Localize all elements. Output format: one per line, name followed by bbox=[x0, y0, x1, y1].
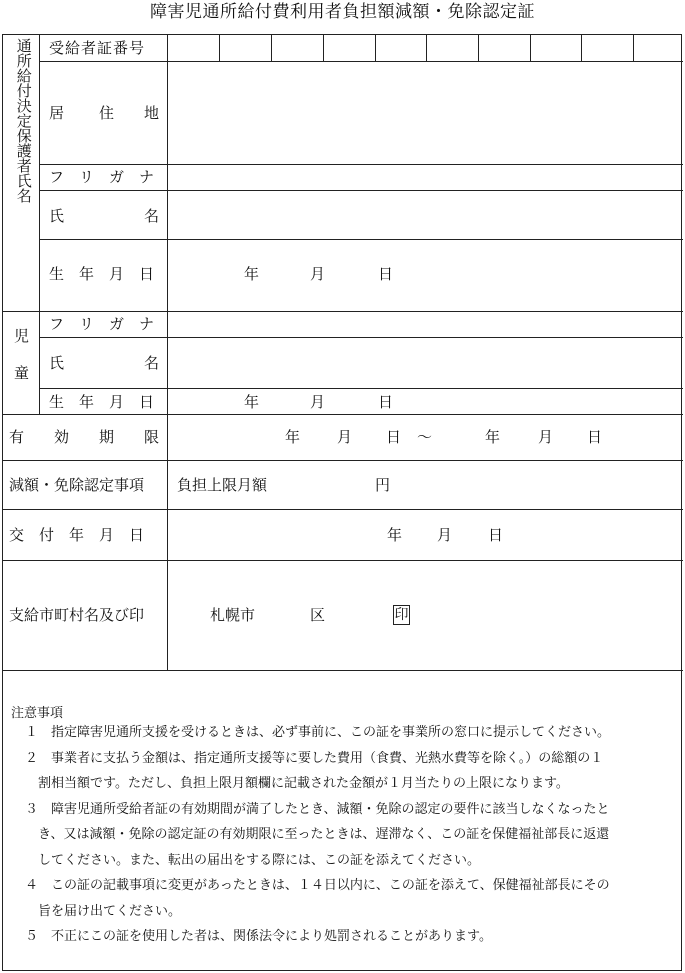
child-birth-day: 日 bbox=[378, 393, 394, 411]
digit-box-divider bbox=[271, 35, 272, 61]
certificate-form bbox=[2, 34, 682, 971]
guardian-furigana-label: フ リ ガ ナ bbox=[49, 168, 155, 186]
row-divider bbox=[39, 337, 683, 338]
issue-day: 日 bbox=[488, 526, 504, 544]
child-section-heading: 児童 bbox=[12, 328, 30, 402]
burden-limit-label: 負担上限月額 bbox=[177, 476, 268, 494]
column-divider bbox=[39, 35, 40, 414]
child-furigana-label: フ リ ガ ナ bbox=[49, 315, 155, 333]
guardian-name-label-char: 名 bbox=[144, 207, 160, 225]
ward-label: 区 bbox=[310, 606, 326, 624]
digit-box-divider bbox=[581, 35, 582, 61]
digit-box-divider bbox=[323, 35, 324, 61]
row-divider bbox=[39, 164, 683, 165]
issue-month: 月 bbox=[437, 526, 453, 544]
digit-box-divider bbox=[530, 35, 531, 61]
section-divider bbox=[3, 311, 683, 312]
guardian-birthdate-label: 生 年 月 日 bbox=[49, 265, 155, 283]
guardian-name-label-char: 氏 bbox=[49, 207, 65, 225]
row-divider bbox=[39, 61, 683, 62]
document-title: 障害児通所給付費利用者負担額減額・免除認定証 bbox=[150, 2, 535, 22]
section-divider bbox=[3, 460, 683, 461]
note-line: 割相当額です。ただし、負担上限月額欄に記載された金額が１月当たりの上限になります。 bbox=[25, 776, 569, 791]
validity-range-tilde: ～ bbox=[417, 428, 433, 446]
child-birth-month: 月 bbox=[310, 393, 326, 411]
digit-box-divider bbox=[633, 35, 634, 61]
child-birth-year: 年 bbox=[244, 393, 260, 411]
row-divider bbox=[39, 239, 683, 240]
note-line: １ 指定障害児通所支援を受けるときは、必ず事前に、この証を事業所の窓口に提示してください。 bbox=[25, 725, 611, 740]
digit-box-divider bbox=[375, 35, 376, 61]
guardian-section-heading: 通所給付決定保護者氏名 bbox=[14, 38, 33, 203]
address-label-char: 地 bbox=[144, 104, 160, 122]
child-birthdate-label: 生 年 月 日 bbox=[49, 393, 155, 411]
validity-start-month: 月 bbox=[337, 428, 353, 446]
note-line: ４ この証の記載事項に変更があったときは、１４日以内に、この証を添えて、保健福祉部長にその bbox=[25, 878, 610, 893]
note-line: してください。また、転出の届出をする際には、この証を添えてください。 bbox=[25, 853, 481, 868]
digit-box-divider bbox=[478, 35, 479, 61]
city-name: 札幌市 bbox=[210, 606, 256, 624]
note-line: 旨を届け出てください。 bbox=[25, 904, 182, 919]
validity-start-year: 年 bbox=[285, 428, 301, 446]
guardian-birth-day: 日 bbox=[378, 265, 394, 283]
validity-start-day: 日 bbox=[386, 428, 402, 446]
row-divider bbox=[39, 388, 683, 389]
section-divider bbox=[3, 509, 683, 510]
note-line: ２ 事業者に支払う金額は、指定通所支援等に要した費用（食費、光熱水費等を除く。）の総額の１ bbox=[25, 751, 604, 766]
child-name-label-char: 氏 bbox=[49, 354, 65, 372]
validity-end-month: 月 bbox=[538, 428, 554, 446]
seal-mark: 印 bbox=[394, 607, 409, 623]
address-label-char: 居 bbox=[49, 104, 65, 122]
validity-label: 有 効 期 限 bbox=[9, 428, 160, 446]
validity-end-day: 日 bbox=[587, 428, 603, 446]
recipient-number-label: 受給者証番号 bbox=[49, 39, 146, 57]
note-line: ３ 障害児通所受給者証の有効期間が満了したとき、減額・免除の認定の要件に該当しなくなったと bbox=[25, 802, 610, 817]
section-divider bbox=[3, 670, 683, 671]
issue-date-label: 交 付 年 月 日 bbox=[9, 526, 145, 544]
yen-unit: 円 bbox=[375, 476, 391, 494]
guardian-birth-year: 年 bbox=[244, 265, 260, 283]
reduction-items-label: 減額・免除認定事項 bbox=[9, 476, 145, 494]
digit-box-divider bbox=[219, 35, 220, 61]
row-divider bbox=[39, 190, 683, 191]
guardian-birth-month: 月 bbox=[310, 265, 326, 283]
validity-end-year: 年 bbox=[485, 428, 501, 446]
municipality-seal-label: 支給市町村名及び印 bbox=[9, 606, 145, 624]
section-divider bbox=[3, 414, 683, 415]
digit-box-divider bbox=[426, 35, 427, 61]
note-line: ５ 不正にこの証を使用した者は、関係法令により処罰されることがあります。 bbox=[25, 929, 492, 944]
notes-heading: 注意事項 bbox=[11, 706, 64, 721]
column-divider bbox=[167, 35, 168, 670]
address-label-char: 住 bbox=[99, 104, 115, 122]
note-line: き、又は減額・免除の認定証の有効期限に至ったときは、遅滞なく、この証を保健福祉部長に返還 bbox=[25, 827, 610, 842]
section-divider bbox=[3, 560, 683, 561]
child-name-label-char: 名 bbox=[144, 354, 160, 372]
issue-year: 年 bbox=[387, 526, 403, 544]
